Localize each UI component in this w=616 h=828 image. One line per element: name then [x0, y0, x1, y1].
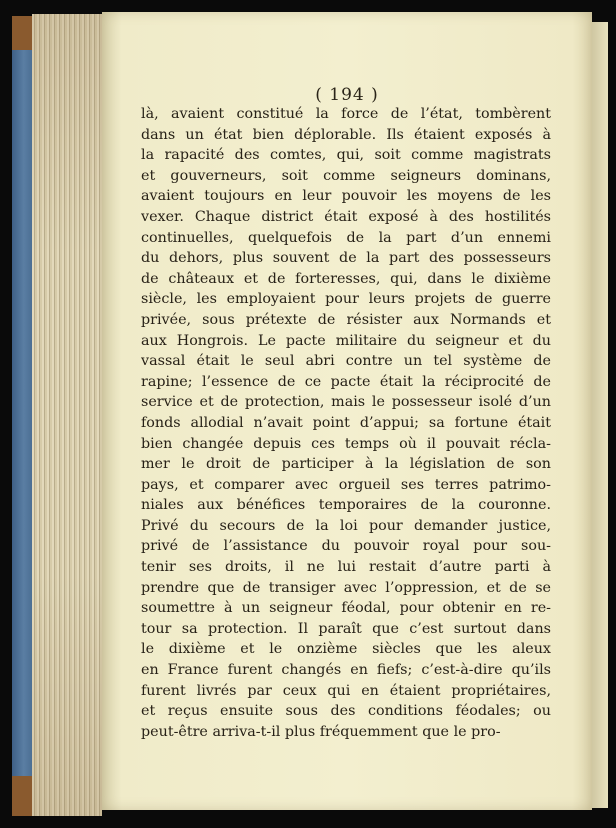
text-line: la rapacité des comtes, qui, soit comme magistrats: [141, 147, 551, 164]
text-line: vassal était le seul abri contre un tel système de: [141, 353, 551, 370]
text-line: rapine; l’essence de ce pacte était la réciprocité de: [141, 373, 551, 390]
text-line: aux Hongrois. Le pacte militaire du seigneur et du: [141, 332, 551, 349]
text-line: niales aux bénéfices temporaires de la couronne.: [141, 497, 551, 514]
body-text: [141, 104, 551, 742]
text-line: dans un état bien déplorable. Ils étaient exposés à: [141, 126, 551, 143]
text-line: privée, sous prétexte de résister aux Normands et: [141, 311, 551, 328]
text-line: tenir ses droits, il ne lui restait d’autre parti à: [141, 559, 551, 576]
text-line: continuelles, quelquefois de la part d’un ennemi: [141, 229, 551, 246]
text-line: prendre que de transiger avec l’oppression, et de se: [141, 579, 551, 596]
text-line: mer le droit de participer à la législation de son: [141, 456, 551, 473]
text-line: pays, et comparer avec orgueil ses terres patrimo-: [141, 476, 551, 493]
text-line: tour sa protection. Il paraît que c’est surtout dans: [141, 620, 551, 637]
text-line: avaient toujours en leur pouvoir les moyens de les: [141, 188, 551, 205]
text-line: en France furent changés en fiefs; c’est-à-dire qu’ils: [141, 662, 551, 679]
text-line: soumettre à un seigneur féodal, pour obtenir en re-: [141, 600, 551, 617]
text-line: privé de l’assistance du pouvoir royal pour sou-: [141, 538, 551, 555]
text-line: siècle, les employaient pour leurs projets de guerre: [141, 291, 551, 308]
text-line: peut-être arriva-t-il plus fréquemment que le pro-: [141, 723, 501, 740]
text-line: vexer. Chaque district était exposé à des hostilités: [141, 208, 551, 225]
text-line: furent livrés par ceux qui en étaient propriétaires,: [141, 682, 551, 699]
text-line: le dixième et le onzième siècles que les aleux: [141, 641, 551, 658]
page-number: ( 194 ): [315, 85, 379, 105]
facing-page-edge: [592, 22, 608, 808]
text-line: du dehors, plus souvent de la part des possesseurs: [141, 250, 551, 267]
text-line: et gouverneurs, soit comme seigneurs dominans,: [141, 167, 551, 184]
text-line: fonds allodial n’avait point d’appui; sa fortune était: [141, 414, 551, 431]
text-line: et reçus ensuite sous des conditions féodales; ou: [141, 703, 551, 720]
text-line: de châteaux et de forteresses, qui, dans le dixième: [141, 270, 551, 287]
text-line: là, avaient constitué la force de l’état, tombèrent: [141, 106, 551, 122]
text-line: service et de protection, mais le possesseur isolé d’un: [141, 394, 551, 411]
page-edges: [32, 14, 102, 816]
text-line: Privé du secours de la loi pour demander justice,: [141, 517, 551, 534]
text-line: bien changée depuis ces temps où il pouvait récla-: [141, 435, 551, 452]
